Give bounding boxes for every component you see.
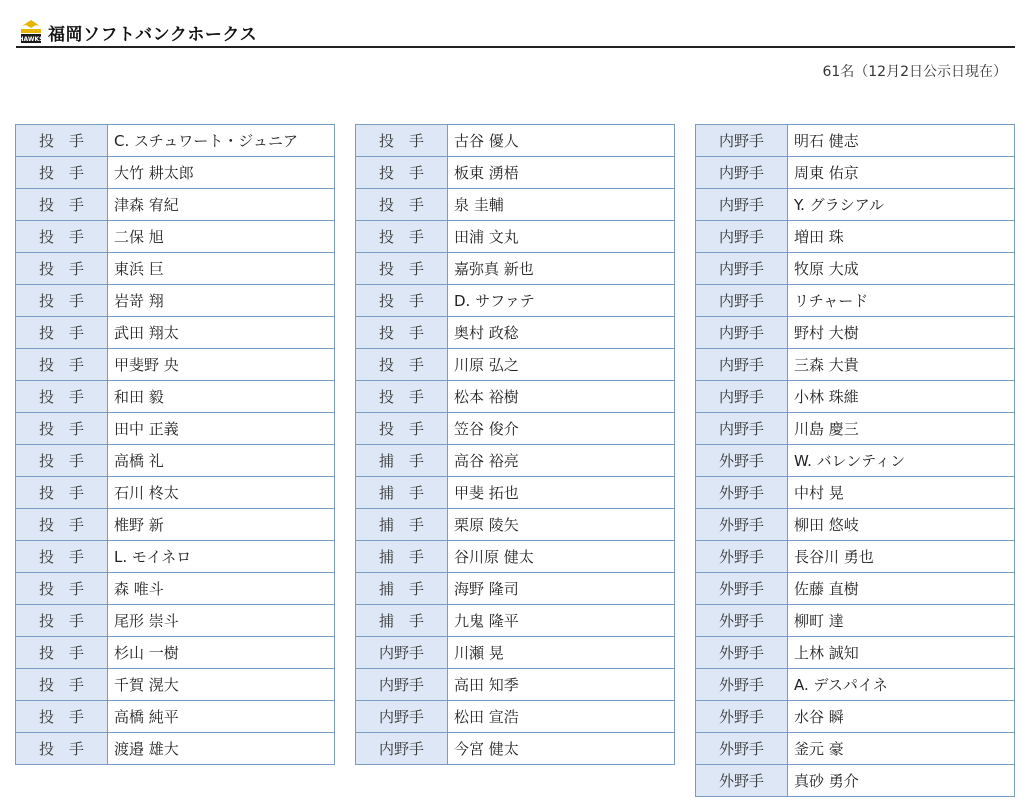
position-cell: 内野手 — [696, 221, 788, 253]
position-cell: 投 手 — [16, 157, 108, 189]
position-cell: 捕 手 — [356, 445, 448, 477]
table-row — [16, 573, 335, 605]
player-name-cell: 川島 慶三 — [788, 413, 1015, 445]
position-cell: 内野手 — [696, 413, 788, 445]
table-row — [356, 285, 675, 317]
table-row — [356, 253, 675, 285]
position-cell: 内野手 — [356, 669, 448, 701]
position-cell: 外野手 — [696, 573, 788, 605]
table-row — [696, 701, 1015, 733]
position-cell: 内野手 — [696, 349, 788, 381]
position-cell: 投 手 — [16, 125, 108, 157]
table-row — [696, 349, 1015, 381]
position-cell: 外野手 — [696, 701, 788, 733]
position-cell: 投 手 — [356, 125, 448, 157]
player-name-cell: 田中 正義 — [108, 413, 335, 445]
player-name-cell: 高谷 裕亮 — [448, 445, 675, 477]
page-title: 福岡ソフトバンクホークス — [48, 25, 258, 45]
player-name-cell: 佐藤 直樹 — [788, 573, 1015, 605]
position-cell: 内野手 — [696, 381, 788, 413]
table-row — [16, 381, 335, 413]
table-row — [696, 221, 1015, 253]
position-cell: 投 手 — [356, 349, 448, 381]
player-name-cell: 高橋 礼 — [108, 445, 335, 477]
position-cell: 投 手 — [16, 413, 108, 445]
table-row — [696, 157, 1015, 189]
player-name-cell: 水谷 瞬 — [788, 701, 1015, 733]
position-cell: 内野手 — [356, 637, 448, 669]
position-cell: 内野手 — [356, 701, 448, 733]
position-cell: 内野手 — [696, 157, 788, 189]
position-cell: 投 手 — [16, 317, 108, 349]
position-cell: 投 手 — [356, 253, 448, 285]
table-row — [16, 605, 335, 637]
position-cell: 投 手 — [356, 285, 448, 317]
roster-table-2 — [355, 124, 675, 765]
table-row — [16, 509, 335, 541]
position-cell: 内野手 — [696, 285, 788, 317]
player-name-cell: 東浜 巨 — [108, 253, 335, 285]
table-row — [16, 445, 335, 477]
player-name-cell: リチャード — [788, 285, 1015, 317]
table-row — [356, 605, 675, 637]
player-name-cell: 中村 晃 — [788, 477, 1015, 509]
position-cell: 投 手 — [16, 285, 108, 317]
position-cell: 投 手 — [16, 701, 108, 733]
player-name-cell: 松田 宣浩 — [448, 701, 675, 733]
player-name-cell: 柳田 悠岐 — [788, 509, 1015, 541]
position-cell: 捕 手 — [356, 605, 448, 637]
player-name-cell: 奥村 政稔 — [448, 317, 675, 349]
roster-column-1 — [15, 124, 335, 765]
table-row — [696, 285, 1015, 317]
position-cell: 外野手 — [696, 605, 788, 637]
roster-table-1 — [15, 124, 335, 765]
player-name-cell: 釜元 豪 — [788, 733, 1015, 765]
player-name-cell: 九鬼 隆平 — [448, 605, 675, 637]
player-name-cell: A. デスパイネ — [788, 669, 1015, 701]
roster-table-3 — [695, 124, 1015, 797]
position-cell: 投 手 — [16, 605, 108, 637]
table-row — [696, 125, 1015, 157]
player-name-cell: W. バレンティン — [788, 445, 1015, 477]
table-row — [16, 189, 335, 221]
player-name-cell: 椎野 新 — [108, 509, 335, 541]
player-name-cell: 大竹 耕太郎 — [108, 157, 335, 189]
position-cell: 内野手 — [696, 253, 788, 285]
player-name-cell: 周東 佑京 — [788, 157, 1015, 189]
table-row — [356, 509, 675, 541]
player-name-cell: 今宮 健太 — [448, 733, 675, 765]
table-row — [356, 733, 675, 765]
table-row — [16, 477, 335, 509]
position-cell: 外野手 — [696, 733, 788, 765]
hawks-logo-icon — [18, 17, 44, 45]
position-cell: 投 手 — [16, 669, 108, 701]
table-row — [356, 445, 675, 477]
table-row — [16, 413, 335, 445]
player-name-cell: 甲斐野 央 — [108, 349, 335, 381]
table-row — [696, 605, 1015, 637]
player-name-cell: 甲斐 拓也 — [448, 477, 675, 509]
player-name-cell: 二保 旭 — [108, 221, 335, 253]
table-row — [696, 509, 1015, 541]
table-row — [16, 317, 335, 349]
table-row — [16, 157, 335, 189]
position-cell: 内野手 — [696, 189, 788, 221]
player-name-cell: 海野 隆司 — [448, 573, 675, 605]
position-cell: 外野手 — [696, 509, 788, 541]
position-cell: 投 手 — [16, 733, 108, 765]
player-name-cell: L. モイネロ — [108, 541, 335, 573]
position-cell: 外野手 — [696, 445, 788, 477]
player-name-cell: Y. グラシアル — [788, 189, 1015, 221]
position-cell: 外野手 — [696, 669, 788, 701]
position-cell: 内野手 — [356, 733, 448, 765]
position-cell: 投 手 — [16, 189, 108, 221]
table-row — [16, 637, 335, 669]
position-cell: 投 手 — [356, 221, 448, 253]
position-cell: 外野手 — [696, 637, 788, 669]
position-cell: 外野手 — [696, 477, 788, 509]
table-row — [696, 765, 1015, 797]
position-cell: 投 手 — [16, 381, 108, 413]
player-name-cell: 三森 大貴 — [788, 349, 1015, 381]
player-name-cell: 笠谷 俊介 — [448, 413, 675, 445]
table-row — [16, 221, 335, 253]
player-name-cell: 高橋 純平 — [108, 701, 335, 733]
player-name-cell: 川原 弘之 — [448, 349, 675, 381]
player-name-cell: 長谷川 勇也 — [788, 541, 1015, 573]
position-cell: 投 手 — [16, 477, 108, 509]
player-name-cell: 栗原 陵矢 — [448, 509, 675, 541]
table-row — [356, 125, 675, 157]
table-row — [356, 381, 675, 413]
table-row — [696, 189, 1015, 221]
position-cell: 投 手 — [356, 157, 448, 189]
table-row — [356, 541, 675, 573]
player-name-cell: 渡邉 雄大 — [108, 733, 335, 765]
position-cell: 投 手 — [16, 221, 108, 253]
player-name-cell: 川瀬 晃 — [448, 637, 675, 669]
table-row — [696, 573, 1015, 605]
player-name-cell: 高田 知季 — [448, 669, 675, 701]
position-cell: 内野手 — [696, 125, 788, 157]
table-row — [356, 189, 675, 221]
position-cell: 捕 手 — [356, 477, 448, 509]
position-cell: 捕 手 — [356, 573, 448, 605]
table-row — [696, 477, 1015, 509]
player-name-cell: 岩嵜 翔 — [108, 285, 335, 317]
table-row — [356, 701, 675, 733]
player-name-cell: 板東 湧梧 — [448, 157, 675, 189]
table-row — [696, 541, 1015, 573]
player-name-cell: 小林 珠維 — [788, 381, 1015, 413]
player-name-cell: 谷川原 健太 — [448, 541, 675, 573]
table-row — [16, 541, 335, 573]
table-row — [16, 733, 335, 765]
table-row — [356, 349, 675, 381]
player-name-cell: 松本 裕樹 — [448, 381, 675, 413]
player-name-cell: 牧原 大成 — [788, 253, 1015, 285]
player-name-cell: C. スチュワート・ジュニア — [108, 125, 335, 157]
player-name-cell: 森 唯斗 — [108, 573, 335, 605]
player-name-cell: 増田 珠 — [788, 221, 1015, 253]
page-header — [16, 14, 1015, 48]
player-name-cell: 真砂 勇介 — [788, 765, 1015, 797]
position-cell: 投 手 — [356, 189, 448, 221]
table-row — [356, 669, 675, 701]
table-row — [696, 381, 1015, 413]
position-cell: 内野手 — [696, 317, 788, 349]
table-row — [356, 221, 675, 253]
player-name-cell: 嘉弥真 新也 — [448, 253, 675, 285]
table-row — [16, 701, 335, 733]
player-name-cell: 上林 誠知 — [788, 637, 1015, 669]
table-row — [696, 669, 1015, 701]
position-cell: 投 手 — [356, 317, 448, 349]
player-name-cell: 尾形 崇斗 — [108, 605, 335, 637]
position-cell: 投 手 — [16, 349, 108, 381]
position-cell: 投 手 — [16, 637, 108, 669]
player-name-cell: 古谷 優人 — [448, 125, 675, 157]
position-cell: 外野手 — [696, 765, 788, 797]
position-cell: 投 手 — [16, 541, 108, 573]
player-name-cell: 野村 大樹 — [788, 317, 1015, 349]
player-name-cell: 武田 翔太 — [108, 317, 335, 349]
player-name-cell: 泉 圭輔 — [448, 189, 675, 221]
table-row — [16, 125, 335, 157]
player-name-cell: 明石 健志 — [788, 125, 1015, 157]
table-row — [356, 573, 675, 605]
logo-text: HAWKS — [18, 36, 44, 43]
player-name-cell: 和田 毅 — [108, 381, 335, 413]
table-row — [696, 733, 1015, 765]
player-name-cell: 柳町 達 — [788, 605, 1015, 637]
table-row — [696, 413, 1015, 445]
table-row — [696, 637, 1015, 669]
player-name-cell: 千賀 滉大 — [108, 669, 335, 701]
position-cell: 投 手 — [356, 381, 448, 413]
table-row — [696, 253, 1015, 285]
player-name-cell: 石川 柊太 — [108, 477, 335, 509]
position-cell: 捕 手 — [356, 541, 448, 573]
position-cell: 投 手 — [356, 413, 448, 445]
table-row — [356, 317, 675, 349]
table-row — [16, 349, 335, 381]
player-name-cell: 田浦 文丸 — [448, 221, 675, 253]
table-row — [356, 413, 675, 445]
player-name-cell: 津森 宥紀 — [108, 189, 335, 221]
table-row — [356, 157, 675, 189]
table-row — [356, 477, 675, 509]
position-cell: 投 手 — [16, 573, 108, 605]
position-cell: 投 手 — [16, 509, 108, 541]
table-row — [16, 253, 335, 285]
roster-column-3 — [695, 124, 1015, 801]
table-row — [16, 285, 335, 317]
roster-column-2 — [355, 124, 675, 765]
player-name-cell: 杉山 一樹 — [108, 637, 335, 669]
player-name-cell: D. サファテ — [448, 285, 675, 317]
position-cell: 投 手 — [16, 445, 108, 477]
table-row — [16, 669, 335, 701]
position-cell: 投 手 — [16, 253, 108, 285]
roster-count: 61名（12月2日公示日現在） — [822, 64, 1007, 80]
table-row — [696, 445, 1015, 477]
table-row — [696, 317, 1015, 349]
table-row — [356, 637, 675, 669]
position-cell: 外野手 — [696, 541, 788, 573]
position-cell: 捕 手 — [356, 509, 448, 541]
